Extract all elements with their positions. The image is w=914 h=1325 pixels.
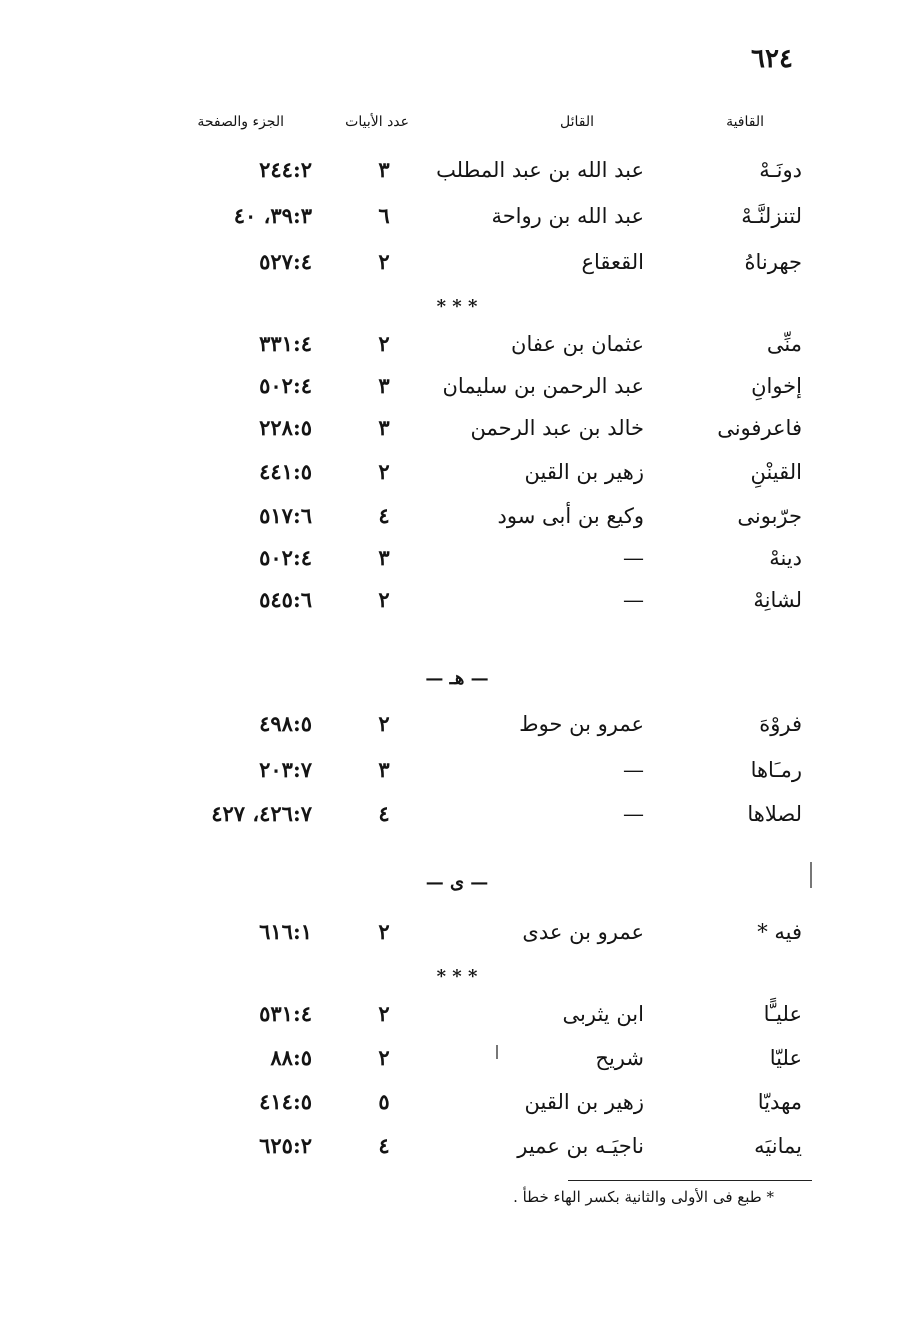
qafiya-cell: جرّبونى [737,504,802,528]
verse-count-cell: ٥ [378,1089,390,1114]
table-row [0,706,914,746]
verse-count-cell: ٢ [378,459,390,484]
verse-count-cell: ٣ [378,545,390,570]
volume-page-cell: ٦٢٥:٢ [259,1133,312,1158]
section-separator: * * * [436,296,478,317]
verse-count-cell: ٣ [378,415,390,440]
poet-cell: — [623,758,644,782]
scan-speck [496,1045,498,1059]
header-qafiya: القافية [726,114,764,130]
volume-page-cell: ٤٩٨:٥ [259,711,312,736]
volume-page-cell: ٣٣١:٤ [259,331,312,356]
qafiya-cell: إخوانِ [751,374,802,398]
poet-cell: وكيع بن أبى سود [497,504,644,528]
table-row [0,410,914,450]
volume-page-cell: ٢٠٣:٧ [259,757,312,782]
table-row [0,540,914,580]
verse-count-cell: ٢ [378,919,390,944]
table-row [0,498,914,538]
section-separator: — هـ — [425,668,489,689]
header-volume-page: الجزء والصفحة [197,114,284,130]
volume-page-cell: ٥٠٢:٤ [259,373,312,398]
qafiya-cell: فاعرفونى [717,416,802,440]
verse-count-cell: ٢ [378,331,390,356]
verse-count-cell: ٣ [378,757,390,782]
qafiya-cell: مهديّا [757,1090,802,1114]
poet-cell: ناجيَـه بن عمير [517,1134,644,1158]
verse-count-cell: ٤ [378,801,390,826]
qafiya-cell: لصلاها [747,802,802,826]
verse-count-cell: ٢ [378,249,390,274]
table-row [0,198,914,238]
volume-page-cell: ٥١٧:٦ [259,503,312,528]
header-qail: القائل [559,114,594,130]
qafiya-cell: دينهْ [769,546,802,570]
volume-page-cell: ٦١٦:١ [259,919,312,944]
table-row [0,244,914,284]
volume-page-cell: ٢٤٤:٢ [259,157,312,182]
table-row [0,796,914,836]
header-verse-count: عدد الأبيات [345,114,409,130]
page-number: ٦٢٤ [751,44,793,74]
verse-count-cell: ٤ [378,503,390,528]
verse-count-cell: ٢ [378,587,390,612]
verse-count-cell: ٦ [378,203,390,228]
section-separator: * * * [436,966,478,987]
qafiya-cell: فروْهَ [759,712,802,736]
table-row [0,914,914,954]
poet-cell: زهير بن القين [524,460,644,484]
footnote: * طبع فى الأولى والثانية بكسر الهاء خطأ . [513,1188,774,1206]
table-row [0,368,914,408]
poet-cell: عبد الله بن عبد المطلب [436,158,644,182]
volume-page-cell: ٤٢٦:٧، ٤٢٧ [211,801,312,826]
poet-cell: — [623,588,644,612]
volume-page-cell: ٥٠٢:٤ [259,545,312,570]
table-row [0,752,914,792]
poet-cell: عثمان بن عفان [511,332,644,356]
qafiya-cell: يمانيَه [754,1134,802,1158]
poet-cell: — [623,802,644,826]
verse-count-cell: ٢ [378,1045,390,1070]
qafiya-cell: دونَـهْ [759,158,802,182]
volume-page-cell: ٢٢٨:٥ [259,415,312,440]
volume-page-cell: ٥٤٥:٦ [259,587,312,612]
qafiya-cell: رمـَاها [750,758,802,782]
qafiya-cell: لشانِهْ [753,588,802,612]
poet-cell: عمرو بن حوط [519,712,644,736]
qafiya-cell: عليّا [769,1046,802,1070]
verse-count-cell: ٢ [378,1001,390,1026]
poet-cell: عبد الرحمن بن سليمان [442,374,644,398]
qafiya-cell: القينْنِ [750,460,802,484]
qafiya-cell: عليـًّا [763,1002,802,1026]
verse-count-cell: ٤ [378,1133,390,1158]
qafiya-cell: لتنزلنَّـهْ [741,204,802,228]
poet-cell: عمرو بن عدى [522,920,644,944]
volume-page-cell: ٤١٤:٥ [259,1089,312,1114]
poet-cell: عبد الله بن رواحة [491,204,644,228]
poet-cell: شريح [595,1046,644,1070]
volume-page-cell: ٣٩:٣، ٤٠ [233,203,312,228]
qafiya-cell: منِّى [766,332,802,356]
table-row [0,1084,914,1124]
poet-cell: خالد بن عبد الرحمن [470,416,644,440]
volume-page-cell: ٨٨:٥ [270,1045,312,1070]
table-row [0,326,914,366]
table-row [0,582,914,622]
poet-cell: القعقاع [581,250,644,274]
volume-page-cell: ٥٣١:٤ [259,1001,312,1026]
poet-cell: زهير بن القين [524,1090,644,1114]
qafiya-cell: جهرناهُ [744,250,802,274]
volume-page-cell: ٥٢٧:٤ [259,249,312,274]
verse-count-cell: ٢ [378,711,390,736]
table-row [0,454,914,494]
qafiya-cell: فيه * [757,920,802,944]
verse-count-cell: ٣ [378,373,390,398]
table-row [0,152,914,192]
footnote-rule [568,1180,812,1181]
table-row [0,1040,914,1080]
section-separator: — ى — [425,872,489,893]
poet-cell: — [623,546,644,570]
volume-page-cell: ٤٤١:٥ [259,459,312,484]
verse-count-cell: ٣ [378,157,390,182]
table-row [0,996,914,1036]
table-row [0,1128,914,1168]
scan-speck [810,862,812,888]
poet-cell: ابن يثربى [562,1002,644,1026]
